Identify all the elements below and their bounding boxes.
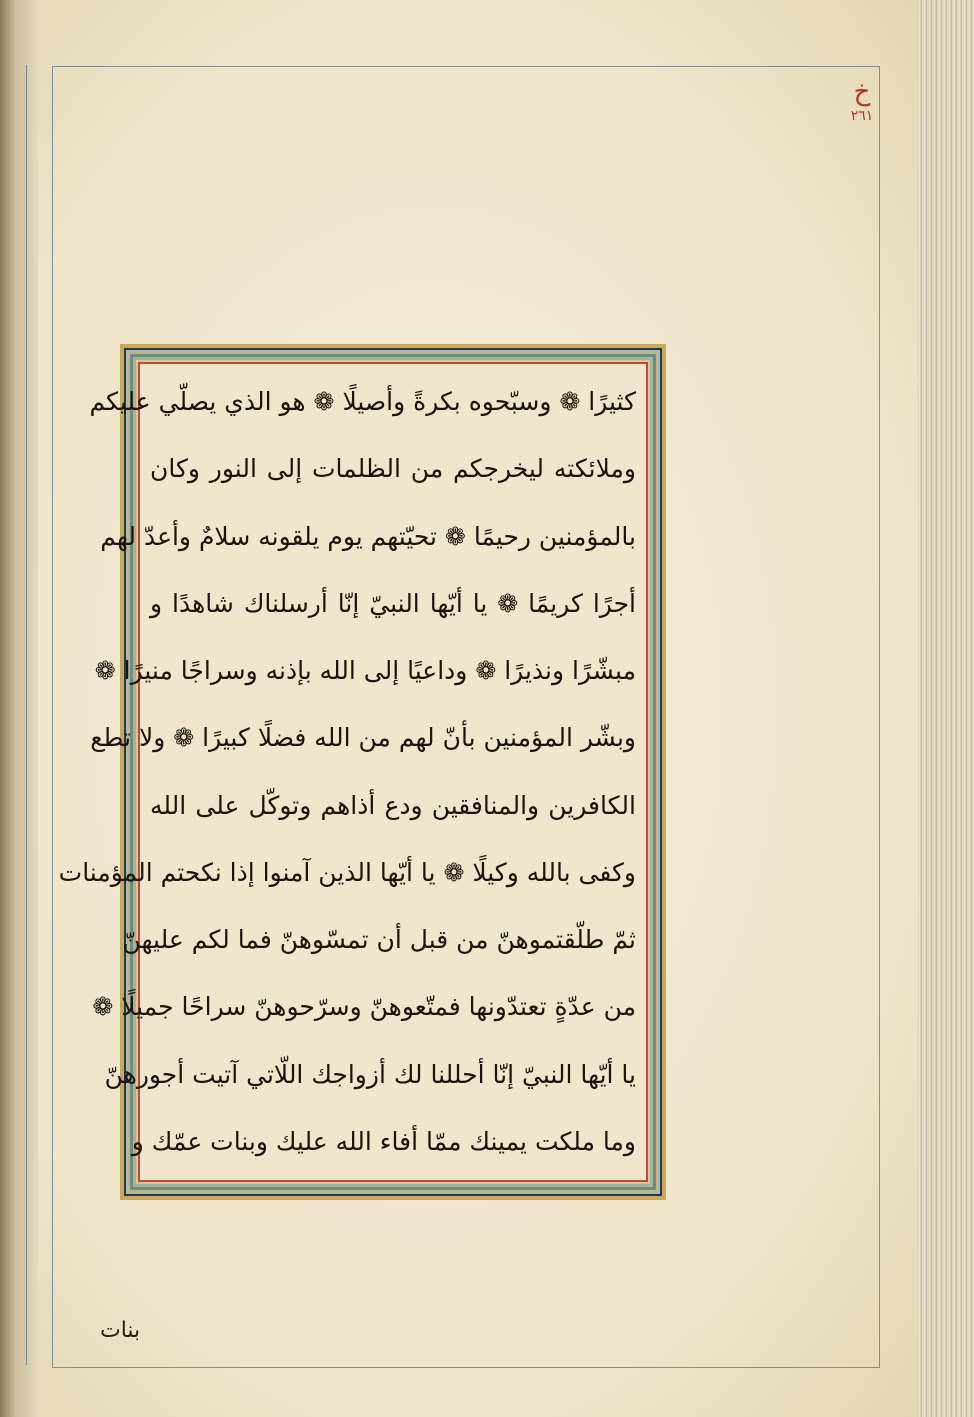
text-line: مبشّرًا ونذيرًا ❁ وداعيًا إلى الله بإذنه وسراجًا منيرًا ❁	[94, 656, 636, 686]
text-line: وملائكته ليخرجكم من الظلمات إلى النور وكان	[150, 454, 636, 484]
text-line: يا أيّها النبيّ إنّا أحللنا لك أزواجك اللّاتي آتيت أجورهنّ	[104, 1059, 636, 1089]
text-line: بالمؤمنين رحيمًا ❁ تحيّتهم يوم يلقونه سلامٌ وأعدّ لهم	[100, 521, 636, 551]
text-line: وما ملكت يمينك ممّا أفاء الله عليك وبنات عمّك و	[131, 1126, 636, 1156]
page-edges	[918, 0, 974, 1417]
text-line: وبشّر المؤمنين بأنّ لهم من الله فضلًا كبيرًا ❁ ولا تطع	[90, 723, 636, 753]
text-panel-inner	[58, 362, 648, 1182]
text-line: أجرًا كريمًا ❁ يا أيّها النبيّ إنّا أرسلناك شاهدًا و	[150, 588, 636, 618]
book-gutter-left	[0, 0, 40, 1417]
text-line: وكفى بالله وكيلًا ❁ يا أيّها الذين آمنوا إذا نكحتم المؤمنات	[58, 857, 636, 887]
left-page-rule	[26, 65, 27, 1365]
text-panel-frame	[58, 344, 666, 1200]
text-block	[58, 382, 640, 1162]
text-line: ثمّ طلّقتموهنّ من قبل أن تمسّوهنّ فما لكم عليهنّ	[122, 925, 636, 955]
text-line: كثيرًا ❁ وسبّحوه بكرةً وأصيلًا ❁ هو الذي يصلّي عليكم	[89, 387, 636, 416]
folio-letter: خ	[853, 77, 871, 107]
catchword: بنات	[100, 1318, 141, 1343]
text-line: الكافرين والمنافقين ودع أذاهم وتوكّل على الله	[150, 790, 636, 820]
text-line: من عدّةٍ تعتدّونها فمتّعوهنّ وسرّحوهنّ سراحًا جميلًا ❁	[92, 992, 636, 1022]
folio-number: ٢٦١	[850, 108, 874, 124]
